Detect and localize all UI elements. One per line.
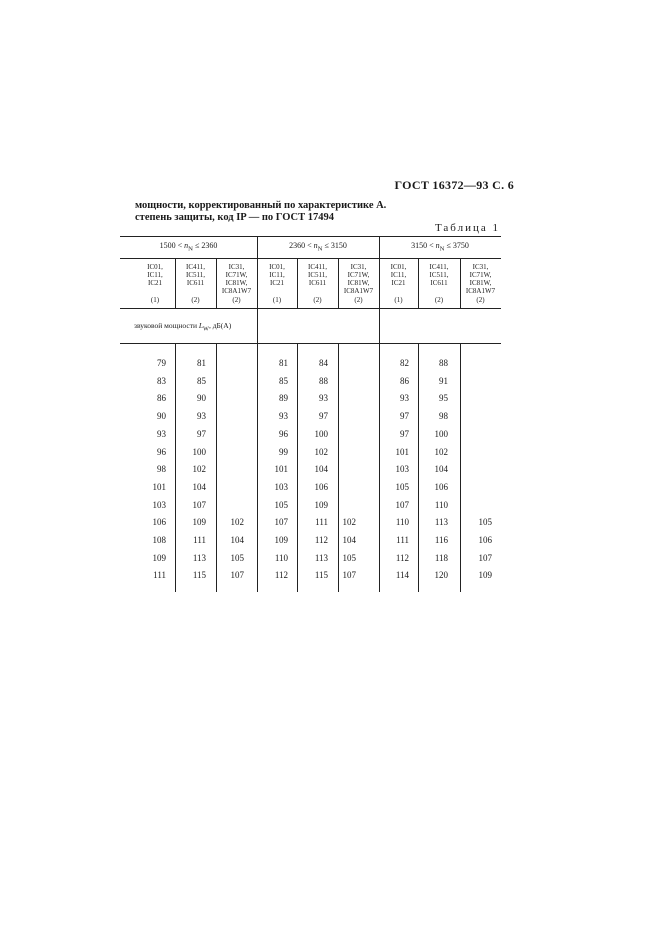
table-cell: 100 — [192, 446, 206, 457]
table-cell: 83 — [157, 375, 166, 386]
col-divider — [460, 343, 461, 592]
subcol-index: (1) — [150, 296, 160, 304]
table-cell: 109 — [314, 499, 328, 510]
table-cell: 97 — [400, 428, 409, 439]
table-cell: 114 — [395, 570, 409, 581]
table-cell: 118 — [434, 552, 448, 563]
group-header-rule — [120, 258, 501, 259]
table-cell: 103 — [274, 481, 288, 492]
table-cell: 103 — [395, 464, 409, 475]
table-cell: 103 — [152, 499, 166, 510]
title-line-1: мощности, корректированный по характеристике А. — [135, 200, 387, 211]
table-cell: 105 — [478, 517, 492, 528]
table-cell: 107 — [395, 499, 409, 510]
table-cell: 101 — [395, 446, 409, 457]
table-cell: 86 — [400, 375, 409, 386]
subheader-bottom-rule — [120, 308, 501, 309]
table-cell: 113 — [434, 517, 448, 528]
table-cell: 120 — [434, 570, 448, 581]
table-cell: 81 — [197, 358, 206, 368]
table-cell: 107 — [192, 499, 206, 510]
table-cell: 110 — [274, 552, 288, 563]
table-cell: 105 — [274, 499, 288, 510]
table-cell: 105 — [395, 481, 409, 492]
table-cell: 107 — [274, 517, 288, 528]
table-cell: 111 — [153, 570, 166, 581]
table-cell: 113 — [192, 552, 206, 563]
table-cell: 111 — [396, 535, 409, 545]
table-cell: 102 — [192, 464, 206, 475]
table-cell: 91 — [439, 375, 448, 386]
table-label: Таблица 1 — [434, 222, 500, 234]
subcol-header: IC411, IC511, IC611 — [429, 263, 449, 287]
title-line-2: степень защиты, код IP — по ГОСТ 17494 — [135, 212, 334, 223]
group-header: $2360 < n_N \le 3150$ — [289, 241, 347, 253]
table-cell: 84 — [319, 358, 328, 368]
data-table — [120, 236, 501, 592]
table-cell: 104 — [314, 464, 328, 475]
table-cell: 112 — [395, 552, 409, 563]
table-cell: 93 — [319, 393, 328, 404]
table-cell: 109 — [192, 517, 206, 528]
table-cell: 104 — [230, 535, 244, 545]
table-cell: 115 — [314, 570, 328, 581]
table-cell: 107 — [478, 552, 492, 563]
subcol-header: IC411, IC511, IC611 — [308, 263, 327, 287]
group-header: $1500 < n_N \le 2360$ — [159, 241, 218, 253]
table-cell: 97 — [319, 411, 328, 422]
table-cell: 96 — [279, 428, 288, 439]
table-cell: 82 — [400, 358, 409, 368]
unit-bottom-rule — [120, 343, 501, 344]
table-cell: 89 — [279, 393, 288, 404]
table-cell: 90 — [197, 393, 206, 404]
subcol-header: IC01, IC11, IC21 — [269, 263, 285, 287]
table-cell: 108 — [152, 535, 166, 545]
subcol-header: IC31, IC71W, IC81W, IC8A1W7 — [343, 263, 374, 295]
table-cell: 109 — [152, 552, 166, 563]
table-cell: 96 — [157, 446, 166, 457]
table-cell: 85 — [279, 375, 288, 386]
table-cell: 106 — [152, 517, 166, 528]
table-cell: 112 — [274, 570, 288, 581]
table-cell: 86 — [157, 393, 166, 404]
table-cell: 79 — [157, 358, 166, 368]
subcol-header: IC01, IC11, IC21 — [147, 263, 163, 287]
subcol-index: (2) — [476, 296, 485, 304]
subcol-index: (2) — [434, 296, 444, 304]
table-cell: 102 — [342, 517, 356, 528]
table-cell: 111 — [193, 535, 206, 545]
table-cell: 110 — [395, 517, 409, 528]
table-cell: 100 — [314, 428, 328, 439]
subcol-index: (2) — [232, 296, 241, 304]
document-header: ГОСТ 16372—93 С. 6 — [394, 178, 514, 192]
table-cell: 105 — [342, 552, 356, 563]
table-cell: 104 — [192, 481, 206, 492]
group-header: $3150 < n_N \le 3750$ — [411, 241, 469, 253]
table-cell: 97 — [197, 428, 206, 439]
table-cell: 102 — [434, 446, 448, 457]
table-cell: 85 — [197, 375, 206, 386]
table-cell: 93 — [279, 411, 288, 422]
table-cell: 100 — [434, 428, 448, 439]
table-cell: 99 — [279, 446, 288, 457]
subcol-header: IC31, IC71W, IC81W, IC8A1W7 — [465, 263, 496, 295]
table-cell: 105 — [230, 552, 244, 563]
table-cell: 93 — [157, 428, 166, 439]
subcol-header: IC31, IC71W, IC81W, IC8A1W7 — [221, 263, 252, 295]
table-cell: 102 — [230, 517, 244, 528]
table-cell: 101 — [152, 481, 166, 492]
subcol-index: (2) — [191, 296, 200, 304]
table-cell: 106 — [478, 535, 492, 545]
table-cell: 93 — [197, 411, 206, 422]
table-cell: 97 — [400, 411, 409, 422]
table-cell: 98 — [157, 464, 166, 475]
table-cell: 112 — [314, 535, 328, 545]
subcol-index: (2) — [313, 296, 322, 304]
subcol-index: (1) — [272, 296, 282, 304]
table-cell: 101 — [274, 464, 288, 475]
table-cell: 115 — [192, 570, 206, 581]
table-cell: 107 — [342, 570, 356, 581]
table-cell: 90 — [157, 411, 166, 422]
table-cell: 93 — [400, 393, 409, 404]
table-cell: 88 — [439, 358, 448, 368]
table-cell: 106 — [314, 481, 328, 492]
table-cell: 107 — [230, 570, 244, 581]
table-cell: 111 — [315, 517, 328, 528]
table-cell: 104 — [342, 535, 356, 545]
table-cell: 88 — [319, 375, 328, 386]
unit-label: звуковой мощности $L_W$, дБ(А) — [134, 321, 232, 333]
table-cell: 109 — [274, 535, 288, 545]
subcol-index: (2) — [354, 296, 363, 304]
table-cell: 95 — [439, 393, 448, 404]
table-cell: 81 — [279, 358, 288, 368]
table-cell: 98 — [439, 411, 448, 422]
subcol-index: (1) — [394, 296, 403, 304]
table-cell: 113 — [314, 552, 328, 563]
subcol-header: IC411, IC511, IC611 — [186, 263, 205, 287]
table-cell: 104 — [434, 464, 448, 475]
table-cell: 110 — [434, 499, 448, 510]
table-top-rule — [120, 236, 501, 237]
table-cell: 102 — [314, 446, 328, 457]
table-cell: 116 — [434, 535, 448, 545]
table-cell: 109 — [478, 570, 492, 581]
subcol-header: IC01, IC11, IC21 — [390, 263, 407, 287]
table-cell: 106 — [434, 481, 448, 492]
